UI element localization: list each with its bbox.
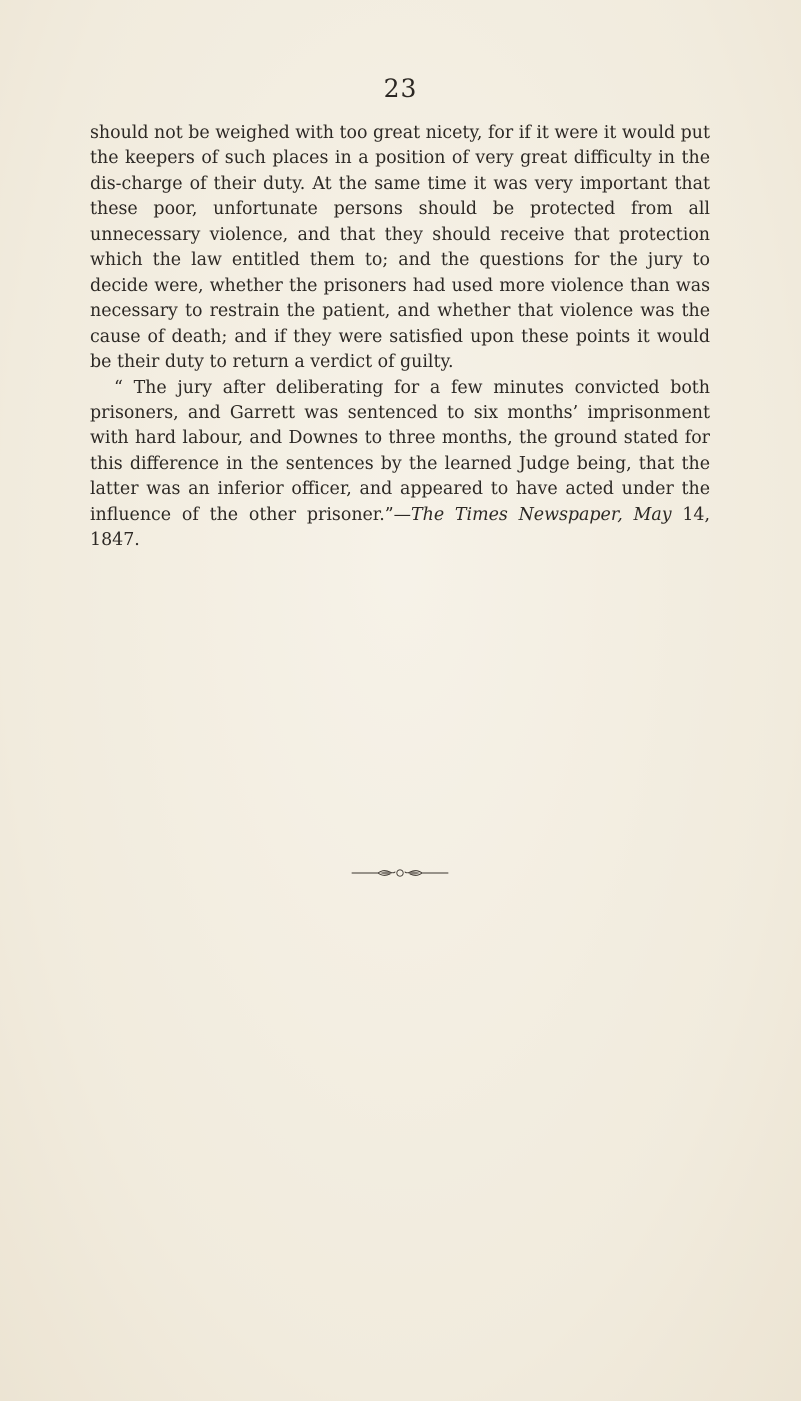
decorative-scroll-rule-icon	[350, 866, 450, 880]
source-citation: The Times Newspaper, May	[411, 504, 672, 525]
source-date: 14, 1847.	[90, 504, 710, 551]
quoted-report: “ The jury after deliberating for a few minutes convicted both prisoners, and Garrett was sentenced to six months’ imprisonment with hard labour, and Downes to three months, the ground stated for this difference in the sentences by the learned Judge being, that the latter was an inferior officer, and appeared to have acted under the influence of the other prisoner.”—	[90, 377, 710, 525]
page-number: 23	[383, 74, 418, 103]
paragraph-2	[90, 376, 710, 554]
body-text	[90, 121, 710, 554]
paragraph-1: should not be weighed with too great nicety, for if it were it would put the keepers of such places in a position of very great difficulty in the dis-charge of their duty. At the same time it was very important that these poor, unfortunate persons should be protected from all unnecessary violence, and that they should receive that protection which the law entitled them to; and the questions for the jury to decide were, whether the prisoners had used more violence than was necessary to restrain the patient, and whether that violence was the cause of death; and if they were satisfied upon these points it would be their duty to return a verdict of guilty.	[90, 123, 710, 373]
